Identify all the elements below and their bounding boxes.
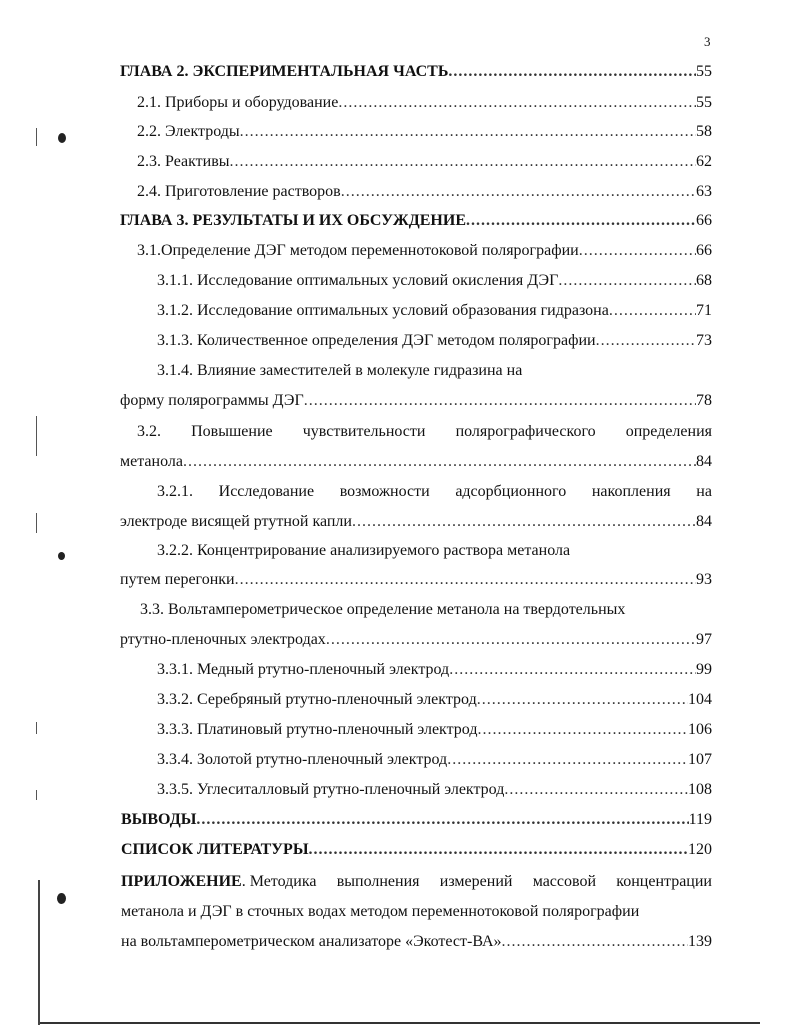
leader-dots — [309, 840, 688, 860]
word: возможности — [339, 483, 430, 500]
toc-entry-3-2-1-line1[interactable] — [157, 482, 712, 502]
toc-entry-2-4[interactable] — [137, 182, 712, 202]
scan-speck — [58, 133, 66, 143]
toc-entry-label: путем перегонки — [120, 571, 235, 588]
word: концентрации — [616, 873, 712, 890]
appendix-title: ПРИЛОЖЕНИЕ — [121, 873, 242, 890]
toc-entry-label: 3.1.2. Исследование оптимальных условий образования гидразона — [157, 302, 609, 319]
toc-entry-page: 62 — [696, 153, 712, 170]
toc-entry-label: ВЫВОДЫ — [121, 811, 197, 828]
toc-entry-page: 108 — [688, 781, 712, 798]
scan-bottom-edge — [40, 1022, 760, 1024]
leader-dots — [448, 62, 696, 82]
toc-entry-label: ртутно-пленочных электродах — [120, 631, 326, 648]
scan-tick — [36, 416, 37, 456]
toc-entry-appendix[interactable] — [121, 932, 712, 952]
word: 3.2.1. — [157, 483, 193, 500]
leader-dots — [230, 152, 696, 172]
word: выполнения — [336, 873, 420, 890]
leader-dots — [558, 271, 696, 291]
toc-entry-page: 68 — [696, 272, 712, 289]
toc-entry-2-3[interactable] — [137, 152, 712, 172]
leader-dots — [326, 630, 696, 650]
toc-entry-label: 3.1.3. Количественное определения ДЭГ методом полярографии — [157, 332, 596, 349]
toc-entry-page: 93 — [696, 571, 712, 588]
toc-entry-3-1-4[interactable] — [120, 391, 712, 411]
toc-entry-conclusions[interactable] — [121, 810, 712, 830]
toc-entry-label: форму полярограммы ДЭГ — [120, 392, 304, 409]
toc-entry-3-1-3[interactable] — [157, 331, 712, 351]
toc-entry-appendix-line1[interactable] — [121, 872, 712, 892]
leader-dots — [352, 512, 696, 532]
toc-entry-3-3-5[interactable] — [157, 780, 712, 800]
scan-tick — [36, 722, 37, 734]
toc-entry-page: 78 — [696, 392, 712, 409]
word: . Методика — [241, 873, 317, 890]
scan-tick — [36, 513, 37, 533]
scan-edge-line — [38, 880, 40, 1025]
toc-entry-label: на вольтамперометрическом анализаторе «Экотест-ВА» — [121, 933, 502, 950]
word: Повышение — [191, 423, 273, 440]
toc-entry-page: 58 — [696, 123, 712, 140]
leader-dots — [596, 331, 696, 351]
toc-entry-page: 120 — [688, 841, 712, 858]
toc-entry-label: СПИСОК ЛИТЕРАТУРЫ — [121, 841, 309, 858]
toc-entry-chapter-3[interactable] — [120, 211, 712, 231]
toc-entry-label: 3.3.3. Платиновый ртутно-пленочный электрод — [157, 721, 478, 738]
toc-entry-3-1-4-line1[interactable]: 3.1.4. Влияние заместителей в молекуле гидразина на — [157, 362, 523, 379]
toc-entry-page: 139 — [688, 933, 712, 950]
scan-speck — [58, 552, 65, 560]
toc-entry-page: 97 — [696, 631, 712, 648]
toc-entry-references[interactable] — [121, 840, 712, 860]
scan-tick — [36, 790, 37, 800]
toc-entry-label: 3.1.Определение ДЭГ методом переменнотоковой полярографии — [137, 242, 579, 259]
word: полярографического — [455, 423, 596, 440]
toc-entry-3-3-4[interactable] — [157, 750, 712, 770]
toc-entry-page: 84 — [696, 513, 712, 530]
word: измерений — [439, 873, 513, 890]
leader-dots — [477, 720, 688, 740]
toc-entry-page: 106 — [688, 721, 712, 738]
leader-dots — [466, 211, 696, 231]
toc-entry-3-3-2[interactable] — [157, 690, 712, 710]
leader-dots — [341, 182, 696, 202]
toc-entry-page: 107 — [688, 751, 712, 768]
leader-dots — [235, 570, 696, 590]
toc-entry-label: метанола — [120, 453, 183, 470]
toc-entry-label: 3.3.5. Углеситалловый ртутно-пленочный электрод — [157, 781, 505, 798]
toc-entry-page: 55 — [696, 63, 712, 80]
toc-entry-label: 2.1. Приборы и оборудование — [137, 94, 339, 111]
word: определения — [625, 423, 712, 440]
toc-entry-label: ГЛАВА 2. ЭКСПЕРИМЕНТАЛЬНАЯ ЧАСТЬ — [120, 63, 449, 80]
toc-entry-label: 2.2. Электроды — [137, 123, 240, 140]
leader-dots — [477, 690, 688, 710]
toc-entry-label: 2.4. Приготовление растворов — [137, 183, 341, 200]
scan-speck — [57, 893, 66, 904]
toc-entry-3-1[interactable] — [137, 241, 712, 261]
toc-entry-page: 71 — [696, 302, 712, 319]
leader-dots — [609, 301, 696, 321]
word: Исследование — [218, 483, 315, 500]
leader-dots — [338, 93, 696, 113]
toc-entry-page: 73 — [696, 332, 712, 349]
toc-entry-3-2-line1[interactable] — [137, 422, 712, 442]
leader-dots — [447, 750, 688, 770]
toc-entry-3-3[interactable] — [120, 630, 712, 650]
toc-entry-3-1-1[interactable] — [157, 271, 712, 291]
toc-entry-3-2-2-line1[interactable]: 3.2.2. Концентрирование анализируемого раствора метанола — [157, 542, 571, 559]
leader-dots — [196, 810, 688, 830]
toc-entry-2-1[interactable] — [137, 93, 712, 113]
toc-entry-page: 104 — [688, 691, 712, 708]
toc-entry-label: электроде висящей ртутной капли — [120, 513, 352, 530]
toc-entry-3-2-2[interactable] — [120, 570, 712, 590]
toc-entry-page: 99 — [696, 661, 712, 678]
toc-entry-2-2[interactable] — [137, 122, 712, 142]
toc-entry-label: 3.3.4. Золотой ртутно-пленочный электрод — [157, 751, 448, 768]
toc-entry-label: 3.1.1. Исследование оптимальных условий окисления ДЭГ — [157, 272, 559, 289]
toc-entry-label: 3.3.1. Медный ртутно-пленочный электрод — [157, 661, 450, 678]
toc-entry-page: 63 — [696, 183, 712, 200]
word: адсорбционного — [455, 483, 567, 500]
word: чувствительности — [302, 423, 426, 440]
toc-entry-3-3-3[interactable] — [157, 720, 712, 740]
word: 3.2. — [137, 423, 161, 440]
toc-entry-label: ГЛАВА 3. РЕЗУЛЬТАТЫ И ИХ ОБСУЖДЕНИЕ — [120, 212, 466, 229]
toc-entry-3-2[interactable] — [120, 452, 712, 472]
toc-entry-chapter-2[interactable] — [120, 62, 712, 82]
toc-entry-page: 84 — [696, 453, 712, 470]
word: массовой — [532, 873, 597, 890]
leader-dots — [183, 452, 696, 472]
toc-entry-3-3-1[interactable] — [157, 660, 712, 680]
toc-entry-page: 66 — [696, 242, 712, 259]
leader-dots — [304, 391, 696, 411]
word: на — [696, 483, 712, 500]
leader-dots — [579, 241, 696, 261]
toc-entry-label: 2.3. Реактивы — [137, 153, 230, 170]
toc-entry-3-3-line1[interactable]: 3.3. Вольтамперометрическое определение метанола на твердотельных — [140, 601, 626, 618]
toc-entry-appendix-line2[interactable]: метанола и ДЭГ в сточных водах методом переменнотоковой полярографии — [121, 903, 640, 920]
toc-entry-3-1-2[interactable] — [157, 301, 712, 321]
toc-entry-page: 119 — [688, 811, 712, 828]
word: накопления — [591, 483, 671, 500]
page-number: 3 — [704, 34, 711, 49]
leader-dots — [504, 780, 688, 800]
toc-entry-page: 55 — [696, 94, 712, 111]
leader-dots — [449, 660, 696, 680]
toc-entry-page: 66 — [696, 212, 712, 229]
toc-entry-3-2-1[interactable] — [120, 512, 712, 532]
toc-entry-label: 3.3.2. Серебряный ртутно-пленочный электрод — [157, 691, 477, 708]
leader-dots — [240, 122, 696, 142]
scan-tick — [36, 128, 37, 146]
leader-dots — [502, 932, 688, 952]
